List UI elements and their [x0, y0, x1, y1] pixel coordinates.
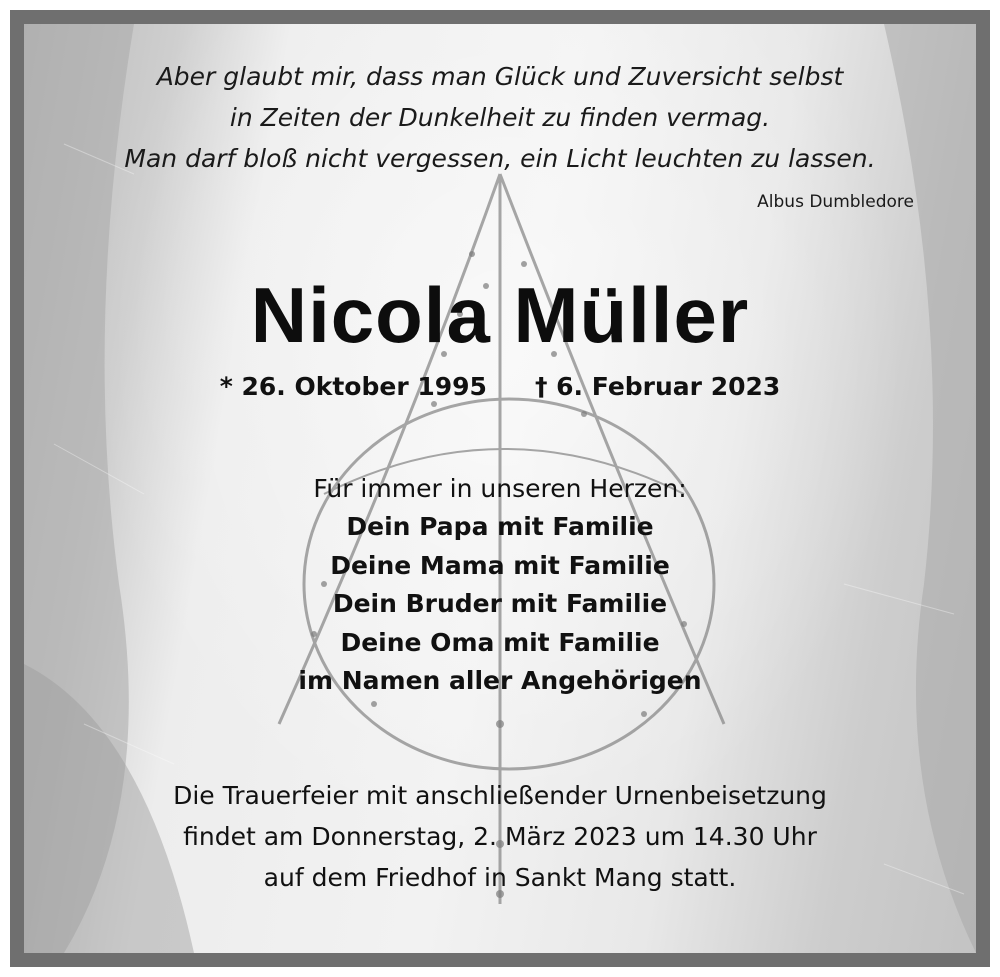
quote-author: Albus Dumbledore	[757, 192, 914, 212]
mourners-list	[24, 508, 976, 701]
quote-block	[24, 56, 976, 179]
death-date: † 6. Februar 2023	[534, 372, 781, 401]
service-line: Die Trauerfeier mit anschließender Urnenbeisetzung	[173, 781, 827, 810]
life-dates	[24, 372, 976, 401]
funeral-service-info	[24, 775, 976, 898]
quote-line: in Zeiten der Dunkelheit zu finden vermag.	[229, 103, 771, 132]
birth-date: * 26. Oktober 1995	[219, 372, 487, 401]
quote-line: Aber glaubt mir, dass man Glück und Zuversicht selbst	[156, 62, 844, 91]
quote-line: Man darf bloß nicht vergessen, ein Licht leuchten zu lassen.	[124, 144, 876, 173]
mourner-line: Deine Oma mit Familie	[340, 627, 660, 657]
service-line: findet am Donnerstag, 2. März 2023 um 14.30 Uhr	[183, 822, 817, 851]
service-line: auf dem Friedhof in Sankt Mang statt.	[263, 863, 737, 892]
mourner-line: Deine Mama mit Familie	[330, 550, 670, 580]
notice-frame	[10, 10, 990, 967]
obituary-card	[24, 24, 976, 953]
deceased-name: Nicola Müller	[250, 271, 750, 359]
mourner-line: Dein Bruder mit Familie	[332, 589, 668, 618]
mourners-intro: Für immer in unseren Herzen:	[313, 474, 687, 503]
mourner-line: Dein Papa mit Familie	[346, 512, 654, 541]
mourner-line: im Namen aller Angehörigen	[298, 666, 702, 695]
